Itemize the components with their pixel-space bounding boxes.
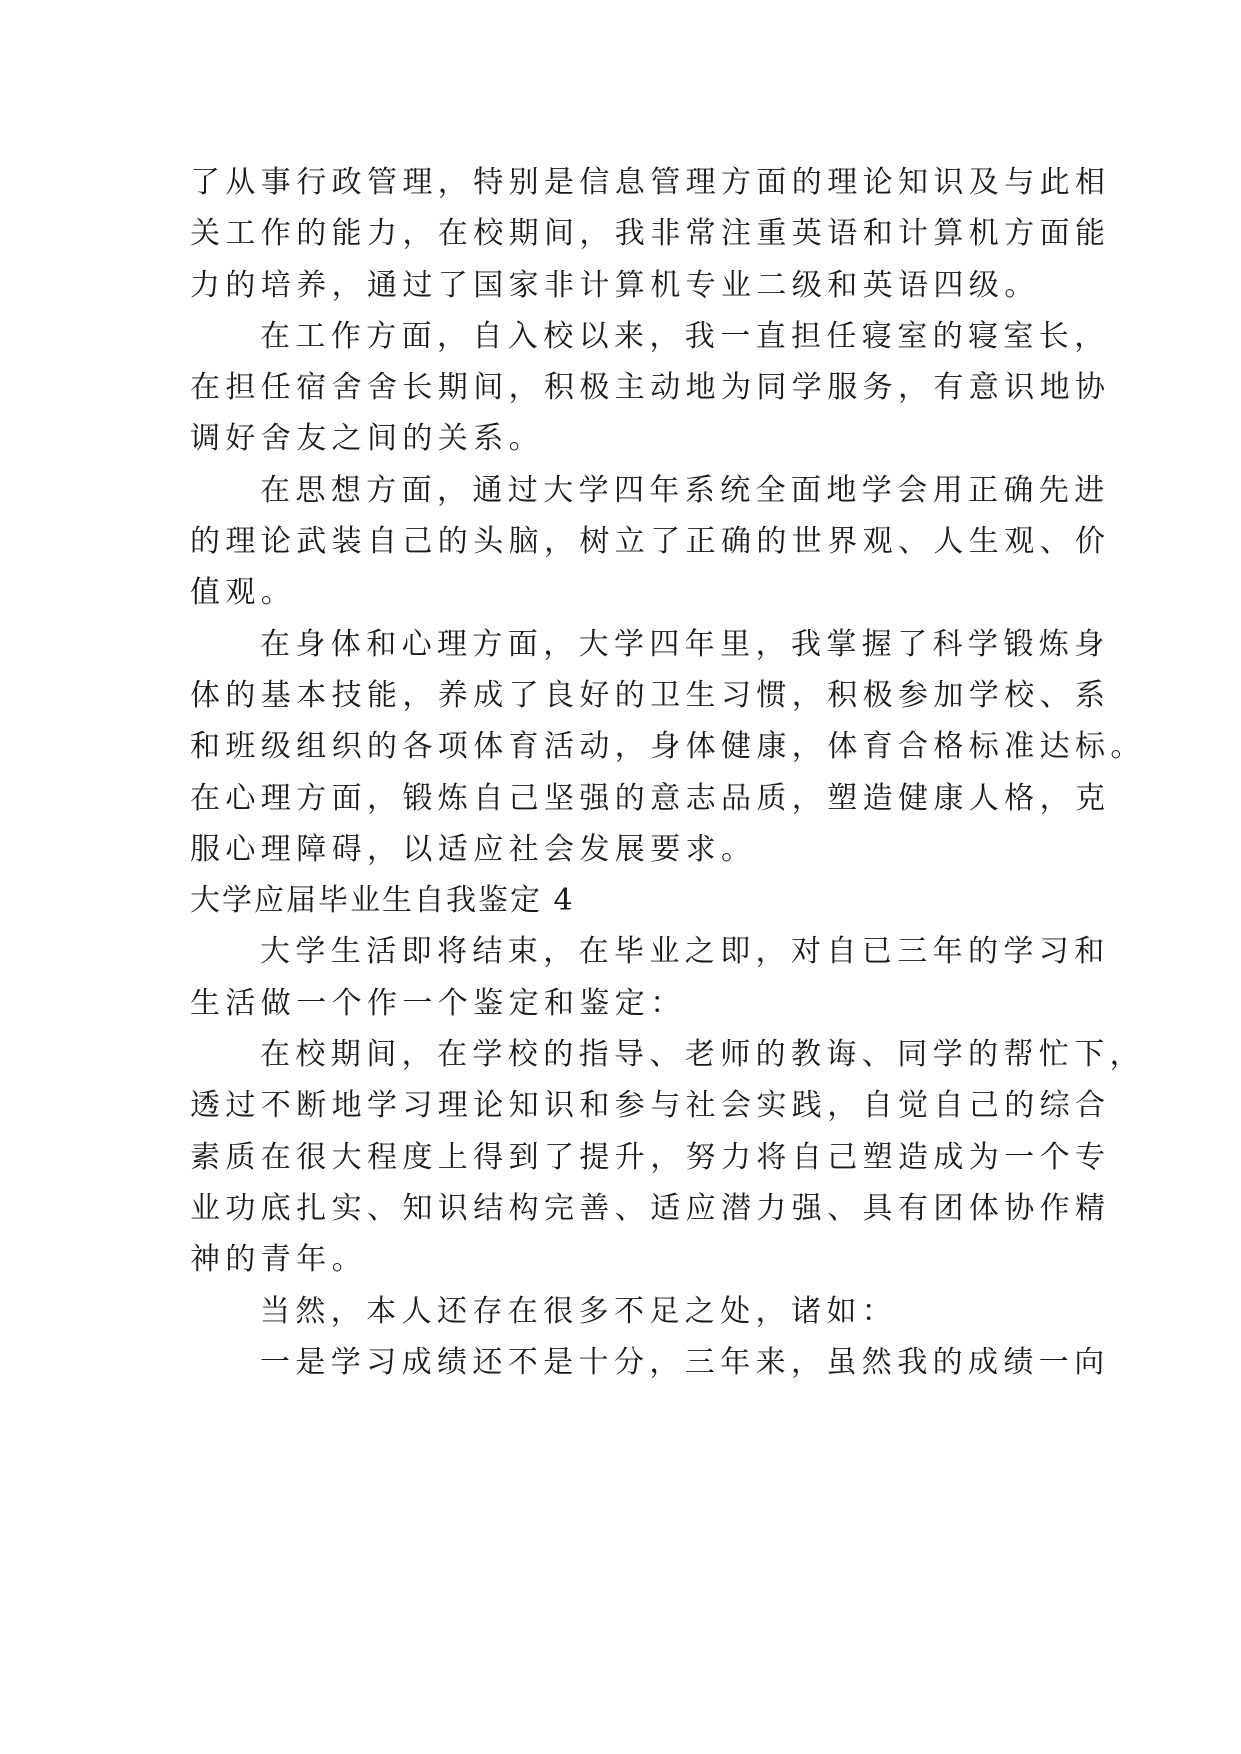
text-line: 当然，本人还存在很多不足之处，诸如： xyxy=(260,1293,898,1329)
text-line: 透过不断地学习理论知识和参与社会实践，自觉自己的综合 xyxy=(190,1088,1111,1124)
text-line: 业功底扎实、知识结构完善、适应潜力强、具有团体协作精 xyxy=(190,1190,1111,1226)
text-line: 的理论武装自己的头脑，树立了正确的世界观、人生观、价 xyxy=(190,524,1111,560)
text-line: 值观。 xyxy=(190,575,297,611)
text-line: 在担任宿舍舍长期间，积极主动地为同学服务，有意识地协 xyxy=(190,370,1111,406)
text-line: 在工作方面，自入校以来，我一直担任寝室的寝室长， xyxy=(260,318,1110,354)
text-line: 调好舍友之间的关系。 xyxy=(190,421,544,457)
text-line: 大学生活即将结束，在毕业之即，对自已三年的学习和 xyxy=(260,934,1110,970)
text-line: 在思想方面，通过大学四年系统全面地学会用正确先进 xyxy=(260,472,1110,508)
text-line: 生活做一个作一个鉴定和鉴定： xyxy=(190,985,686,1021)
document-body xyxy=(190,157,1146,1388)
text-line: 了从事行政管理，特别是信息管理方面的理论知识及与此相 xyxy=(190,165,1111,200)
text-line: 力的培养，通过了国家非计算机专业二级和英语四级。 xyxy=(190,267,1040,303)
text-line: 在校期间，在学校的指导、老师的教诲、同学的帮忙下， xyxy=(260,1037,1145,1073)
text-line: 一是学习成绩还不是十分，三年来，虽然我的成绩一向 xyxy=(260,1344,1110,1380)
text-line: 在心理方面，锻炼自己坚强的意志品质，塑造健康人格，克 xyxy=(190,780,1111,816)
text-line: 神的青年。 xyxy=(190,1242,367,1278)
text-line: 体的基本技能，养成了良好的卫生习惯，积极参加学校、系 xyxy=(190,677,1111,713)
text-line: 关工作的能力，在校期间，我非常注重英语和计算机方面能 xyxy=(190,216,1111,252)
text-line: 服心理障碍，以适应社会发展要求。 xyxy=(190,831,757,867)
text-line: 在身体和心理方面，大学四年里，我掌握了科学锻炼身 xyxy=(260,626,1110,662)
section-heading: 大学应届毕业生自我鉴定 4 xyxy=(190,883,575,919)
text-line: 和班级组织的各项体育活动，身体健康，体育合格标准达标。 xyxy=(190,729,1146,765)
text-line: 素质在很大程度上得到了提升，努力将自己塑造成为一个专 xyxy=(190,1139,1111,1175)
